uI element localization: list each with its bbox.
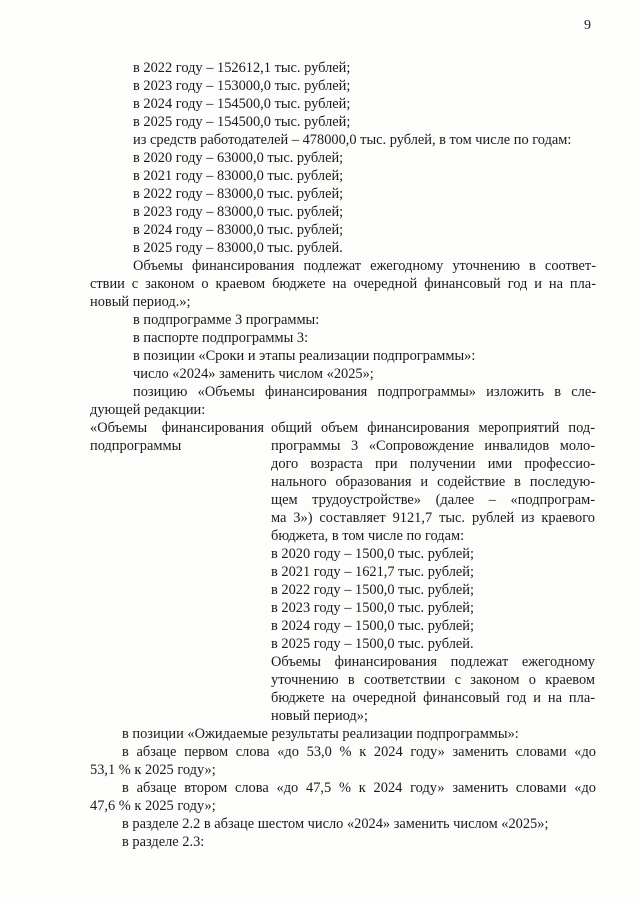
table-label: «Объемы финансирования — [90, 420, 264, 436]
first-paragraph-line: 53,1 % к 2025 году»; — [90, 762, 216, 778]
instruction-line: в подпрограмме 3 программы: — [133, 312, 320, 328]
list-item: в 2020 году – 63000,0 тыс. рублей; — [133, 150, 344, 166]
list-item: в 2025 году – 1500,0 тыс. рублей. — [271, 636, 474, 652]
list-item: в 2022 году – 83000,0 тыс. рублей; — [133, 186, 344, 202]
position-line: дующей редакции: — [90, 402, 206, 418]
first-paragraph-line: в абзаце первом слова «до 53,0 % к 2024 году» заменить словами «до — [122, 744, 596, 760]
table-body-line: нального образования и содействие в последую- — [271, 474, 595, 490]
table-clarification-line: новый период»; — [271, 708, 368, 724]
list-item: в 2025 году – 154500,0 тыс. рублей; — [133, 114, 351, 130]
table-body-line: ма 3») составляет 9121,7 тыс. рублей из краевого — [271, 510, 595, 526]
second-paragraph-line: в абзаце втором слова «до 47,5 % к 2024 году» заменить словами «до — [122, 780, 596, 796]
second-paragraph-line: 47,6 % к 2025 году»; — [90, 798, 216, 814]
table-label: подпрограммы — [90, 438, 182, 454]
clarification-line: новый период.»; — [90, 294, 191, 310]
table-body-line: дого возраста при получении ими профессио- — [271, 456, 595, 472]
table-body-line: бюджета, в том числе по годам: — [271, 528, 465, 544]
instruction-line: в позиции «Сроки и этапы реализации подпрограммы»: — [133, 348, 476, 364]
list-item: в 2022 году – 152612,1 тыс. рублей; — [133, 60, 351, 76]
instruction-line: число «2024» заменить числом «2025»; — [133, 366, 374, 382]
section-2-3-line: в разделе 2.3: — [122, 834, 205, 850]
list-item: в 2024 году – 1500,0 тыс. рублей; — [271, 618, 474, 634]
table-body-line: общий объем финансирования мероприятий под- — [271, 420, 595, 436]
expected-results-intro: в позиции «Ожидаемые результаты реализации подпрограммы»: — [122, 726, 519, 742]
list-item: в 2024 году – 83000,0 тыс. рублей; — [133, 222, 344, 238]
table-clarification-line: Объемы финансирования подлежат ежегодному — [271, 654, 595, 670]
table-body-line: программы 3 «Сопровождение инвалидов моло- — [271, 438, 595, 454]
clarification-line: Объемы финансирования подлежат ежегодному уточнению в соответ- — [133, 258, 596, 274]
list-item: в 2020 году – 1500,0 тыс. рублей; — [271, 546, 474, 562]
list-item: в 2022 году – 1500,0 тыс. рублей; — [271, 582, 474, 598]
list-item: в 2021 году – 1621,7 тыс. рублей; — [271, 564, 474, 580]
table-clarification-line: бюджете на очередной финансовый год и на пла- — [271, 690, 595, 706]
list-item: в 2023 году – 1500,0 тыс. рублей; — [271, 600, 474, 616]
list-item: в 2024 году – 154500,0 тыс. рублей; — [133, 96, 351, 112]
section-2-2-line: в разделе 2.2 в абзаце шестом число «2024» заменить числом «2025»; — [122, 816, 549, 832]
employers-intro: из средств работодателей – 478000,0 тыс. рублей, в том числе по годам: — [133, 132, 572, 148]
table-clarification-line: уточнению в соответствии с законом о краевом — [271, 672, 595, 688]
list-item: в 2023 году – 83000,0 тыс. рублей; — [133, 204, 344, 220]
page-number: 9 — [584, 18, 591, 33]
list-item: в 2023 году – 153000,0 тыс. рублей; — [133, 78, 351, 94]
list-item: в 2021 году – 83000,0 тыс. рублей; — [133, 168, 344, 184]
clarification-line: ствии с законом о краевом бюджете на очередной финансовый год и на пла- — [90, 276, 596, 292]
table-body-line: щем трудоустройстве» (далее – «подпрограм- — [271, 492, 595, 508]
list-item: в 2025 году – 83000,0 тыс. рублей. — [133, 240, 343, 256]
position-line: позицию «Объемы финансирования подпрограммы» изложить в сле- — [133, 384, 596, 400]
instruction-line: в паспорте подпрограммы 3: — [133, 330, 309, 346]
